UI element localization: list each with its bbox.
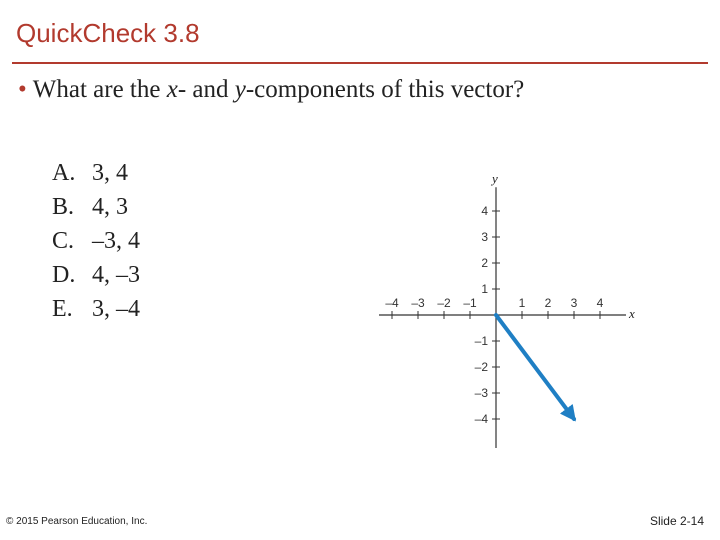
y-tick-label: 3: [481, 230, 488, 244]
answer-letter: D.: [52, 262, 76, 288]
y-tick-label: 2: [481, 256, 488, 270]
answer-list: [52, 156, 140, 326]
answer-text: 3, –4: [92, 296, 140, 322]
x-tick-label: 3: [570, 296, 578, 310]
y-tick-label: –1: [474, 334, 488, 348]
slide-title: QuickCheck 3.8: [16, 18, 200, 48]
question-part-3: -components of this vector?: [245, 76, 525, 103]
question-var-y: y: [234, 76, 246, 103]
answer-letter: B.: [52, 194, 75, 220]
answer-letter: E.: [52, 296, 73, 322]
answer-option-a[interactable]: [52, 156, 140, 190]
answer-text: 4, 3: [92, 194, 128, 220]
vector-layer: [496, 315, 574, 419]
vector-arrow: [496, 315, 574, 419]
x-tick-label: 4: [596, 296, 604, 310]
bullet: •: [18, 76, 27, 103]
x-tick-label: –4: [385, 296, 399, 310]
answer-letter: C.: [52, 228, 75, 254]
answer-option-b[interactable]: [52, 190, 140, 224]
question-text: [18, 76, 524, 104]
answer-letter: A.: [52, 160, 76, 186]
question-var-x: x: [166, 76, 178, 103]
answer-text: –3, 4: [92, 228, 140, 254]
vector-diagram: [360, 150, 650, 450]
y-tick-label: 4: [481, 204, 488, 218]
title-divider: [12, 62, 708, 64]
slide-number: Slide 2-14: [649, 514, 704, 528]
answer-text: 4, –3: [92, 262, 140, 288]
x-tick-label: –1: [463, 296, 477, 310]
x-tick-label: 1: [518, 296, 526, 310]
y-axis-label: y: [492, 171, 498, 187]
x-axis-label: x: [629, 306, 635, 321]
y-tick-label: 1: [481, 282, 488, 296]
x-tick-label: 2: [544, 296, 552, 310]
y-tick-label: –4: [474, 412, 488, 426]
y-tick-label: –3: [474, 386, 488, 400]
answer-option-d[interactable]: [52, 258, 140, 292]
x-tick-label: –2: [437, 296, 451, 310]
copyright-notice: © 2015 Pearson Education, Inc.: [6, 516, 148, 527]
answer-option-e[interactable]: [52, 292, 140, 326]
question-part-1: What are the: [32, 76, 167, 103]
x-tick-label: –3: [411, 296, 425, 310]
question-part-2: - and: [177, 76, 235, 103]
answer-option-c[interactable]: [52, 224, 140, 258]
answer-text: 3, 4: [92, 160, 128, 186]
y-tick-label: –2: [474, 360, 488, 374]
